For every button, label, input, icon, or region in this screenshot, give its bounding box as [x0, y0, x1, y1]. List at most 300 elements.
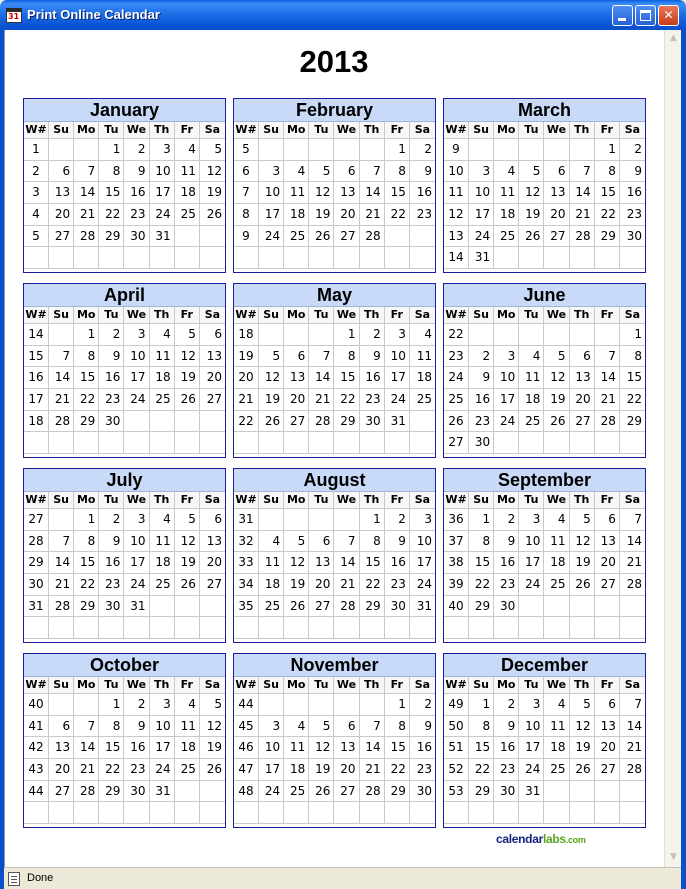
day-cell: 25 [150, 574, 175, 596]
day-cell [334, 139, 359, 161]
day-cell [620, 596, 645, 618]
day-cell: 16 [99, 367, 124, 389]
day-cell [74, 247, 99, 269]
week-number-cell: 26 [444, 411, 469, 433]
day-cell: 4 [544, 509, 569, 531]
vertical-scrollbar[interactable] [664, 30, 681, 867]
weekday-header: Fr [595, 492, 620, 509]
day-cell: 3 [410, 509, 435, 531]
weekday-header: Su [469, 307, 494, 324]
day-cell: 14 [334, 552, 359, 574]
day-cell: 24 [519, 759, 544, 781]
maximize-button[interactable] [635, 5, 656, 26]
day-cell: 9 [124, 161, 149, 183]
weekday-header: Tu [99, 307, 124, 324]
week-number-cell: 40 [24, 694, 49, 716]
day-cell: 5 [200, 139, 225, 161]
day-cell: 23 [620, 204, 645, 226]
day-cell: 9 [124, 716, 149, 738]
day-cell: 8 [620, 346, 645, 368]
day-cell [544, 139, 569, 161]
day-cell: 17 [494, 389, 519, 411]
day-cell [334, 432, 359, 454]
week-number-cell: 22 [444, 324, 469, 346]
day-cell: 26 [200, 204, 225, 226]
day-cell: 9 [469, 367, 494, 389]
month-table [444, 122, 645, 269]
day-cell [49, 432, 74, 454]
day-cell [175, 802, 200, 824]
week-number-cell: 31 [24, 596, 49, 618]
month-table [234, 122, 435, 269]
day-cell: 17 [469, 204, 494, 226]
day-cell [74, 802, 99, 824]
weekday-header: Mo [74, 122, 99, 139]
weekday-header: Th [360, 677, 385, 694]
day-cell: 13 [200, 346, 225, 368]
day-cell [150, 617, 175, 639]
day-cell [284, 247, 309, 269]
day-cell [259, 324, 284, 346]
month-june [443, 283, 646, 458]
day-cell: 28 [360, 781, 385, 803]
day-cell: 24 [410, 574, 435, 596]
day-cell: 29 [469, 781, 494, 803]
day-cell: 31 [385, 411, 410, 433]
week-number-cell: 15 [24, 346, 49, 368]
day-cell: 12 [519, 182, 544, 204]
day-cell: 17 [124, 367, 149, 389]
day-cell: 15 [99, 182, 124, 204]
day-cell: 21 [360, 204, 385, 226]
weekday-header: Mo [494, 492, 519, 509]
month-september [443, 468, 646, 643]
day-cell: 29 [99, 781, 124, 803]
weekday-header: Tu [519, 492, 544, 509]
day-cell: 15 [469, 737, 494, 759]
day-cell: 21 [620, 737, 645, 759]
day-cell: 6 [334, 161, 359, 183]
day-cell: 24 [150, 204, 175, 226]
weekday-header: Mo [494, 307, 519, 324]
day-cell: 23 [124, 204, 149, 226]
day-cell [284, 802, 309, 824]
day-cell: 21 [570, 204, 595, 226]
day-cell [410, 802, 435, 824]
day-cell [309, 247, 334, 269]
day-cell: 9 [410, 716, 435, 738]
day-cell [385, 226, 410, 248]
week-number-cell: 25 [444, 389, 469, 411]
day-cell: 1 [595, 139, 620, 161]
day-cell [309, 139, 334, 161]
day-cell: 13 [334, 737, 359, 759]
day-cell: 21 [620, 552, 645, 574]
day-cell: 23 [410, 204, 435, 226]
calendar-app-icon[interactable]: 31 [6, 8, 22, 23]
day-cell: 30 [620, 226, 645, 248]
day-cell [99, 247, 124, 269]
day-cell: 17 [519, 552, 544, 574]
day-cell: 28 [74, 226, 99, 248]
day-cell: 9 [99, 346, 124, 368]
day-cell: 21 [334, 574, 359, 596]
day-cell [494, 139, 519, 161]
day-cell [570, 139, 595, 161]
day-cell: 16 [410, 737, 435, 759]
day-cell: 26 [309, 226, 334, 248]
day-cell: 26 [175, 574, 200, 596]
day-cell: 27 [544, 226, 569, 248]
month-title: November [234, 654, 435, 677]
weekday-header: Sa [200, 307, 225, 324]
weekday-header: Sa [200, 122, 225, 139]
day-cell: 24 [259, 781, 284, 803]
weekday-header: Tu [309, 677, 334, 694]
scroll-up-icon[interactable]: ▲ [670, 33, 677, 43]
weekday-header: Tu [519, 307, 544, 324]
day-cell [570, 247, 595, 269]
day-cell [544, 781, 569, 803]
day-cell [309, 324, 334, 346]
day-cell: 17 [519, 737, 544, 759]
day-cell [469, 617, 494, 639]
day-cell: 11 [259, 552, 284, 574]
day-cell: 9 [494, 531, 519, 553]
day-cell: 16 [360, 367, 385, 389]
day-cell [150, 247, 175, 269]
day-cell: 22 [74, 389, 99, 411]
day-cell: 31 [150, 781, 175, 803]
day-cell: 1 [99, 694, 124, 716]
week-number-cell: 44 [234, 694, 259, 716]
day-cell: 9 [410, 161, 435, 183]
day-cell: 17 [385, 367, 410, 389]
day-cell: 2 [620, 139, 645, 161]
close-button[interactable] [658, 5, 679, 26]
day-cell: 10 [259, 182, 284, 204]
day-cell: 29 [469, 596, 494, 618]
day-cell: 20 [309, 574, 334, 596]
day-cell [620, 247, 645, 269]
day-cell [284, 139, 309, 161]
week-number-cell: 39 [444, 574, 469, 596]
day-cell: 14 [49, 367, 74, 389]
day-cell: 18 [410, 367, 435, 389]
day-cell: 25 [259, 596, 284, 618]
day-cell: 20 [334, 759, 359, 781]
day-cell [410, 411, 435, 433]
day-cell: 15 [595, 182, 620, 204]
day-cell: 30 [99, 596, 124, 618]
day-cell [124, 802, 149, 824]
month-title: May [234, 284, 435, 307]
day-cell: 7 [595, 346, 620, 368]
day-cell: 11 [410, 346, 435, 368]
day-cell: 9 [494, 716, 519, 738]
month-title: August [234, 469, 435, 492]
day-cell [200, 432, 225, 454]
day-cell [570, 324, 595, 346]
day-cell [595, 802, 620, 824]
day-cell: 18 [259, 574, 284, 596]
day-cell: 19 [175, 552, 200, 574]
day-cell [175, 781, 200, 803]
weekday-header: Sa [410, 492, 435, 509]
week-number-cell: 28 [24, 531, 49, 553]
weekday-header: We [334, 122, 359, 139]
day-cell: 4 [259, 531, 284, 553]
scroll-down-icon[interactable]: ▼ [670, 852, 677, 862]
day-cell [175, 226, 200, 248]
weekday-header: Mo [284, 122, 309, 139]
day-cell [124, 411, 149, 433]
day-cell [469, 324, 494, 346]
day-cell [410, 247, 435, 269]
day-cell: 12 [544, 367, 569, 389]
day-cell: 7 [74, 161, 99, 183]
day-cell: 20 [49, 204, 74, 226]
day-cell: 4 [494, 161, 519, 183]
day-cell [49, 802, 74, 824]
day-cell: 8 [595, 161, 620, 183]
week-number-cell [24, 802, 49, 824]
title-bar[interactable] [0, 0, 686, 30]
day-cell [49, 324, 74, 346]
week-number-header: W# [444, 492, 469, 509]
day-cell [259, 694, 284, 716]
day-cell: 8 [74, 346, 99, 368]
day-cell: 31 [150, 226, 175, 248]
day-cell: 21 [595, 389, 620, 411]
day-cell: 20 [334, 204, 359, 226]
day-cell: 15 [334, 367, 359, 389]
week-number-header: W# [444, 677, 469, 694]
day-cell: 15 [360, 552, 385, 574]
day-cell: 5 [570, 509, 595, 531]
day-cell: 5 [309, 161, 334, 183]
day-cell [595, 596, 620, 618]
maximize-icon [640, 10, 651, 21]
day-cell: 27 [49, 781, 74, 803]
day-cell: 24 [150, 759, 175, 781]
day-cell: 27 [200, 574, 225, 596]
day-cell: 27 [284, 411, 309, 433]
day-cell: 21 [74, 759, 99, 781]
day-cell [124, 617, 149, 639]
day-cell: 16 [494, 737, 519, 759]
day-cell: 24 [494, 411, 519, 433]
day-cell: 29 [595, 226, 620, 248]
day-cell [334, 247, 359, 269]
day-cell: 26 [175, 389, 200, 411]
day-cell: 16 [620, 182, 645, 204]
minimize-button[interactable] [612, 5, 633, 26]
day-cell: 8 [360, 531, 385, 553]
day-cell: 20 [49, 759, 74, 781]
day-cell: 19 [200, 737, 225, 759]
month-title: October [24, 654, 225, 677]
day-cell [595, 432, 620, 454]
day-cell: 2 [99, 324, 124, 346]
day-cell [259, 617, 284, 639]
day-cell: 23 [99, 389, 124, 411]
month-table [444, 307, 645, 454]
day-cell: 14 [620, 531, 645, 553]
day-cell: 10 [124, 531, 149, 553]
day-cell [360, 139, 385, 161]
month-april [23, 283, 226, 458]
day-cell: 30 [469, 432, 494, 454]
day-cell [620, 781, 645, 803]
logo-part-3: .com [565, 835, 586, 845]
day-cell: 22 [469, 574, 494, 596]
day-cell [309, 432, 334, 454]
week-number-cell: 52 [444, 759, 469, 781]
day-cell: 6 [334, 716, 359, 738]
day-cell [519, 802, 544, 824]
weekday-header: Su [259, 307, 284, 324]
day-cell: 7 [620, 694, 645, 716]
day-cell: 30 [99, 411, 124, 433]
day-cell: 11 [175, 161, 200, 183]
day-cell: 2 [385, 509, 410, 531]
weekday-header: Fr [175, 122, 200, 139]
day-cell: 11 [175, 716, 200, 738]
day-cell: 26 [570, 759, 595, 781]
day-cell: 16 [124, 182, 149, 204]
day-cell: 5 [570, 694, 595, 716]
week-number-header: W# [234, 307, 259, 324]
day-cell: 30 [124, 226, 149, 248]
week-number-cell: 16 [24, 367, 49, 389]
month-august [233, 468, 436, 643]
day-cell: 29 [99, 226, 124, 248]
day-cell: 12 [284, 552, 309, 574]
day-cell [620, 617, 645, 639]
day-cell: 10 [519, 716, 544, 738]
day-cell: 1 [469, 509, 494, 531]
day-cell [519, 139, 544, 161]
day-cell: 19 [259, 389, 284, 411]
day-cell [74, 617, 99, 639]
weekday-header: Su [259, 122, 284, 139]
day-cell [259, 432, 284, 454]
weekday-header: We [544, 122, 569, 139]
day-cell: 12 [259, 367, 284, 389]
day-cell [360, 432, 385, 454]
day-cell: 3 [150, 139, 175, 161]
day-cell: 3 [519, 694, 544, 716]
day-cell: 3 [124, 324, 149, 346]
week-number-cell: 8 [234, 204, 259, 226]
day-cell: 8 [469, 716, 494, 738]
day-cell: 16 [494, 552, 519, 574]
day-cell: 6 [49, 716, 74, 738]
day-cell: 1 [74, 509, 99, 531]
day-cell: 30 [124, 781, 149, 803]
day-cell [519, 617, 544, 639]
day-cell [284, 432, 309, 454]
week-number-cell: 9 [234, 226, 259, 248]
day-cell: 10 [385, 346, 410, 368]
month-january [23, 98, 226, 273]
weekday-header: Su [259, 492, 284, 509]
weekday-header: Mo [74, 307, 99, 324]
day-cell: 23 [494, 759, 519, 781]
day-cell: 3 [259, 161, 284, 183]
weekday-header: Su [49, 677, 74, 694]
day-cell: 4 [519, 346, 544, 368]
day-cell: 19 [570, 737, 595, 759]
day-cell: 9 [99, 531, 124, 553]
day-cell: 3 [259, 716, 284, 738]
day-cell: 7 [620, 509, 645, 531]
week-number-header: W# [444, 122, 469, 139]
day-cell: 20 [595, 552, 620, 574]
day-cell: 25 [494, 226, 519, 248]
day-cell [150, 802, 175, 824]
day-cell: 18 [284, 759, 309, 781]
weekday-header: Fr [385, 492, 410, 509]
day-cell: 28 [620, 574, 645, 596]
week-number-cell: 22 [234, 411, 259, 433]
day-cell: 11 [284, 182, 309, 204]
day-cell: 1 [74, 324, 99, 346]
weekday-header: Sa [410, 307, 435, 324]
day-cell [595, 617, 620, 639]
day-cell: 27 [570, 411, 595, 433]
day-cell [284, 694, 309, 716]
week-number-cell [234, 247, 259, 269]
month-table [444, 492, 645, 639]
day-cell: 17 [259, 204, 284, 226]
weekday-header: Fr [595, 122, 620, 139]
day-cell: 14 [309, 367, 334, 389]
day-cell: 28 [334, 596, 359, 618]
week-number-cell: 45 [234, 716, 259, 738]
day-cell: 8 [334, 346, 359, 368]
weekday-header: Mo [494, 122, 519, 139]
day-cell [410, 617, 435, 639]
day-cell: 14 [74, 182, 99, 204]
day-cell: 15 [385, 737, 410, 759]
month-march [443, 98, 646, 273]
weekday-header: Mo [284, 677, 309, 694]
week-number-header: W# [444, 307, 469, 324]
day-cell [385, 247, 410, 269]
weekday-header: Fr [175, 492, 200, 509]
day-cell: 17 [259, 759, 284, 781]
week-number-cell [24, 617, 49, 639]
day-cell: 20 [200, 367, 225, 389]
day-cell: 13 [595, 531, 620, 553]
day-cell: 13 [570, 367, 595, 389]
day-cell: 15 [74, 367, 99, 389]
day-cell [544, 617, 569, 639]
day-cell: 16 [99, 552, 124, 574]
week-number-header: W# [234, 677, 259, 694]
month-title: December [444, 654, 645, 677]
day-cell: 16 [410, 182, 435, 204]
month-table [24, 492, 225, 639]
day-cell: 18 [150, 552, 175, 574]
day-cell: 26 [519, 226, 544, 248]
calendarlabs-logo[interactable] [496, 832, 586, 846]
day-cell: 3 [150, 694, 175, 716]
day-cell: 13 [284, 367, 309, 389]
day-cell: 10 [469, 182, 494, 204]
